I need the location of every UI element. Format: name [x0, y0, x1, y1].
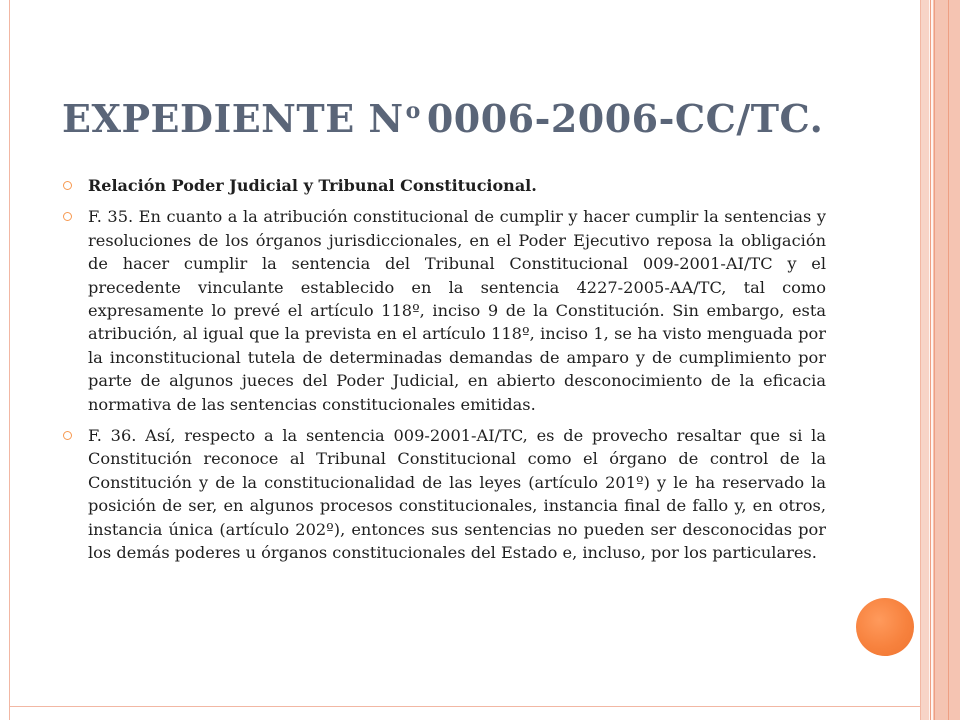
decorative-band-line: [930, 0, 931, 720]
bullet-circle-icon: [63, 431, 72, 440]
bullet-paragraph-f35: F. 35. En cuanto a la atribución constitucional de cumplir y hacer cumplir la sentencias y resoluciones de los órganos jurisdiccionales, en el Poder Ejecutivo reposa la obligación de hacer cumplir la sentencia del Tribunal Constitucional 009-2001-AI/TC y el precedente vinculante establecido en la sentencia 4227-2005-AA/TC, tal como expresamente lo prevé el artículo 118º, inciso 9 de la Constitución. Sin embargo, esta atribución, al igual que la prevista en el artículo 118º, inciso 1, se ha visto menguada por la inconstitucional tutela de determinadas demandas de amparo y de cumplimiento por parte de algunos jueces del Poder Judicial, en abierto desconocimiento de la eficacia normativa de las sentencias constitucionales emitidas.: [88, 207, 826, 414]
title-main: EXPEDIENTE N: [62, 96, 404, 141]
slide-body: [62, 174, 826, 573]
bullet-heading: Relación Poder Judicial y Tribunal Constitucional.: [88, 176, 537, 195]
bullet-item: [62, 174, 826, 197]
slide-title: [62, 96, 902, 141]
bullet-circle-icon: [63, 181, 72, 190]
title-number: 0006-2006-CC/TC.: [426, 96, 824, 141]
slide-frame-bottom: [9, 706, 921, 707]
decorative-band-line: [948, 0, 949, 720]
decorative-side-band: [921, 0, 960, 720]
slide-frame-left: [9, 0, 10, 720]
decorative-band-line: [934, 0, 935, 720]
bullet-item: [62, 205, 826, 416]
bullet-circle-icon: [63, 212, 72, 221]
title-superscript: o: [405, 98, 421, 124]
bullet-paragraph-f36: F. 36. Así, respecto a la sentencia 009-2001-AI/TC, es de provecho resaltar que si la Constitución reconoce al Tribunal Constitucional como el órgano de control de la Constitución y de la constitucionalidad de las leyes (artículo 201º) y le ha reservado la posición de ser, en algunos procesos constitucionales, instancia final de fallo y, en otros, instancia única (artículo 202º), entonces sus sentencias no pueden ser desconocidas por los demás poderes u órganos constitucionales del Estado e, incluso, por los particulares.: [88, 426, 826, 563]
bullet-item: [62, 424, 826, 564]
decorative-orange-circle: [856, 598, 914, 656]
